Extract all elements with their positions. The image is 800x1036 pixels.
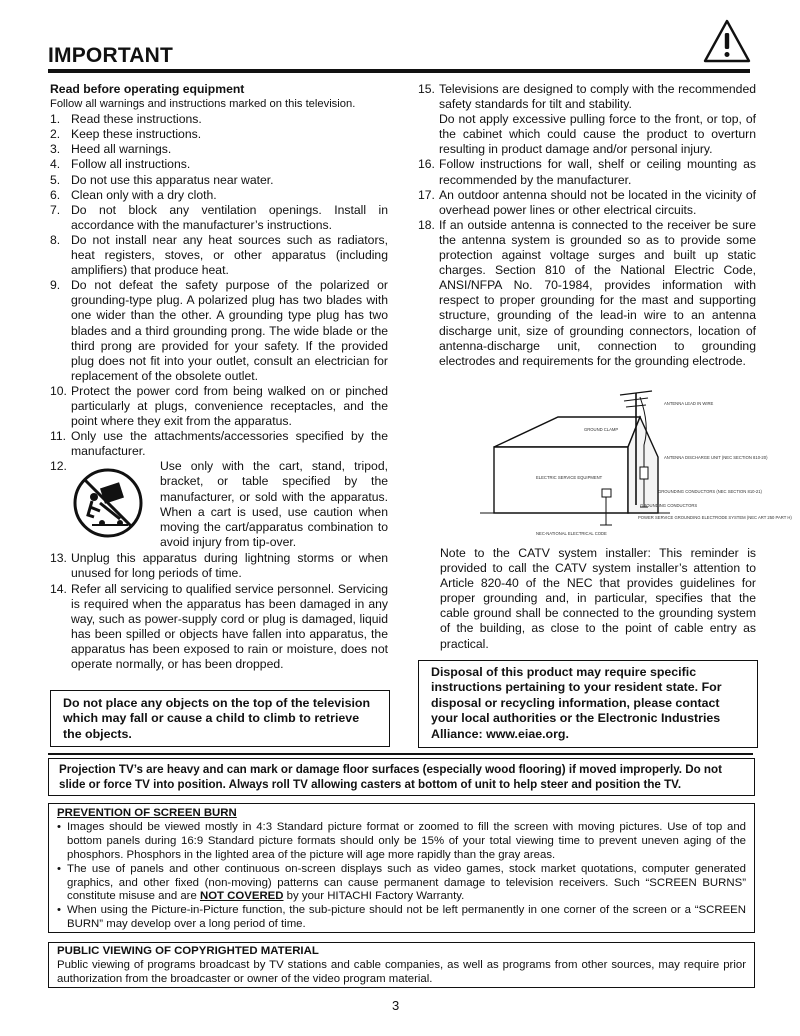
list-item-text: Follow instructions for wall, shelf or ceiling mounting as recommended by the manufacturer. xyxy=(439,157,756,187)
right-column xyxy=(418,82,756,369)
list-item-text: Do not use this apparatus near water. xyxy=(71,172,274,187)
list-item xyxy=(418,112,756,157)
list-item-number: 4. xyxy=(50,157,61,172)
list-item-text: Protect the power cord from being walked on or pinched particularly at plugs, convenience receptacles, and the point where they exit from the apparatus. xyxy=(71,383,388,429)
list-item xyxy=(50,384,388,429)
label-service-equipment: ELECTRIC SERVICE EQUIPMENT xyxy=(536,475,603,480)
list-item xyxy=(418,82,756,112)
list-item-text: Follow all instructions. xyxy=(71,157,191,172)
screen-burn-box xyxy=(48,803,755,933)
projection-tv-text: Projection TV’s are heavy and can mark or damage floor surfaces (especially wood flooring) if moved improperly. Do not slide or force TV into position. Always roll TV allowing casters at bottom of unit to help steer and position the TV. xyxy=(59,763,722,791)
list-item xyxy=(418,188,756,218)
list-item: • The use of panels and other continuous on-screen displays such as video games, stock market quotations, computer generated graphics, and other fixed (non-moving) patterns can cause permanent damage to television receivers. Such “SCREEN BURNS” constitute misuse and are NOT COVERED by your HITACHI Factory Warranty. xyxy=(57,862,746,903)
disposal-text: Disposal of this product may require specific instructions pertaining to your resident state. For disposal or recycling information, please contact your local authorities or the Electronic Industries Alliance: www.eiae.org. xyxy=(431,665,722,741)
bullet-icon: • xyxy=(57,904,61,917)
copyright-text: Public viewing of programs broadcast by TV stations and cable companies, as well as programs from other sources, may require prior authorization from the broadcaster or owner of the video program material. xyxy=(57,958,746,985)
left-column xyxy=(50,82,388,672)
label-ground-clamp: GROUND CLAMP xyxy=(584,427,619,432)
list-item-text: Keep these instructions. xyxy=(71,127,202,142)
section-divider xyxy=(48,753,753,755)
list-item xyxy=(50,157,388,172)
list-item xyxy=(50,188,388,203)
list-item xyxy=(50,429,388,459)
label-discharge-unit: ANTENNA DISCHARGE UNIT (NEC SECTION 810-20) xyxy=(664,455,768,460)
list-item-text: An outdoor antenna should not be located in the vicinity of overhead power lines or other electrical circuits. xyxy=(439,187,756,217)
list-item-number: 6. xyxy=(50,187,61,202)
list-item: • When using the Picture-in-Picture function, the sub-picture should not be left permanently in one corner of the screen or a “SCREEN BURN” may develop over a long period of time. xyxy=(57,904,746,931)
list-item-number: 2. xyxy=(50,127,61,142)
list-item-text: Heed all warnings. xyxy=(71,142,172,157)
list-item-number: 5. xyxy=(50,172,61,187)
warning-triangle-icon xyxy=(702,18,752,64)
list-item xyxy=(50,142,388,157)
label-grounding-conductors-1: GROUNDING CONDUCTORS (NEC SECTION 810-21) xyxy=(658,489,762,494)
list-item xyxy=(50,127,388,142)
title-rule xyxy=(48,69,750,73)
projection-tv-box xyxy=(48,758,755,796)
list-item-text: Do not defeat the safety purpose of the polarized or grounding-type plug. A polarized plug has two blades with one wider than the other. A grounding type plug has two blades and a third grounding prong. The wide blade or the third prong are provided for your safety. If the provided plug does not fit into your outlet, consult an electrician for replacement of the obsolete outlet. xyxy=(71,278,388,383)
instructions-list xyxy=(50,112,388,459)
list-item-number xyxy=(418,112,439,157)
list-item xyxy=(418,157,756,187)
list-item xyxy=(50,112,388,127)
copyright-box xyxy=(48,942,755,988)
bullet-icon: • xyxy=(57,820,61,833)
cart-tip-over-icon xyxy=(72,467,144,539)
list-item-number: 14. xyxy=(50,581,67,596)
label-electrode-system: POWER SERVICE GROUNDING ELECTRODE SYSTEM (NEC ART 250 PART H) xyxy=(638,515,792,520)
antenna-grounding-diagram xyxy=(480,385,792,545)
list-item xyxy=(50,233,388,278)
list-item xyxy=(50,278,388,384)
objects-warning-box xyxy=(50,690,390,747)
list-item-text: Clean only with a dry cloth. xyxy=(71,187,217,202)
instructions-list-right xyxy=(418,82,756,369)
page-title: IMPORTANT xyxy=(48,44,174,67)
copyright-heading: PUBLIC VIEWING OF COPYRIGHTED MATERIAL xyxy=(57,945,319,957)
list-item-text: Refer all servicing to qualified service personnel. Servicing is required when the apparatus has been damaged in any way, such as power-supply cord or plug is damaged, liquid has been spilled or objects have fallen into apparatus, the apparatus has been exposed to rain or moisture, does not operate normally, or has been dropped. xyxy=(71,581,388,671)
not-covered-emphasis: NOT COVERED xyxy=(199,890,284,903)
list-item-number: 7. xyxy=(50,202,61,217)
label-grounding-conductors-2: GROUNDING CONDUCTORS xyxy=(640,503,698,508)
list-item-text: Do not block any ventilation openings. Install in accordance with the manufacturer’s instructions. xyxy=(71,202,388,232)
list-item-text: If an outside antenna is connected to the receiver be sure the antenna system is grounded so as to provide some protection against voltage surges and built up static charges. Section 810 of the National Electric Code, ANSI/NFPA No. 70-1984, provides information with respect to proper grounding for the mast and supporting structure, grounding of the lead-in wire to an antenna discharge unit, size of grounding connectors, location of antenna-discharge unit, connection to grounding electrodes and requirements for the grounding electrode. xyxy=(439,217,756,368)
list-item-number: 3. xyxy=(50,142,61,157)
page-number: 3 xyxy=(392,998,400,1013)
list-item-number: 11. xyxy=(50,429,67,444)
list-item-number: 1. xyxy=(50,112,61,127)
list-item-text: Use only with the cart, stand, tripod, bracket, or table specified by the manufacturer, or sold with the apparatus. When a cart is used, use caution when moving the cart/apparatus combination to avoid injury from tip-over. xyxy=(160,459,388,549)
list-item xyxy=(50,551,388,581)
list-item-text: Read these instructions. xyxy=(71,112,202,127)
list-item-number: 13. xyxy=(50,551,67,566)
list-item-number: 17. xyxy=(418,187,435,202)
disposal-box xyxy=(418,660,758,748)
list-item: • Images should be viewed mostly in 4:3 Standard picture format or zoomed to fill the screen with moving pictures. Use of top and bottom panels during 16:9 Standard picture formats should only be 15% of your total viewing time to prevent uneven aging of the phosphors. Phosphors in the lighted area of the picture will age more rapidly than the gray areas. xyxy=(57,820,746,861)
list-item-12 xyxy=(50,459,388,551)
catv-note: Note to the CATV system installer: This reminder is provided to call the CATV system installer’s attention to Article 820-40 of the NEC that provides guidelines for proper grounding and, in particular, specifies that the cable ground shall be connected to the grounding system of the building, as close to the point of cable entry as practical. xyxy=(440,546,756,651)
list-item-number: 18. xyxy=(418,217,435,232)
bullet-icon: • xyxy=(57,862,61,875)
list-item-text: Televisions are designed to comply with the recommended safety standards for tilt and stability. xyxy=(439,82,756,112)
label-antenna-lead: ANTENNA LEAD IN WIRE xyxy=(664,401,714,406)
list-item-number: 8. xyxy=(50,232,61,247)
instructions-heading: Read before operating equipment xyxy=(50,82,245,96)
list-item xyxy=(418,218,756,369)
list-item xyxy=(50,173,388,188)
instructions-list-continued xyxy=(50,551,388,672)
objects-warning-text: Do not place any objects on the top of the television which may fall or cause a child to climb to retrieve the objects. xyxy=(63,696,371,741)
label-nec: NEC-NATIONAL ELECTRICAL CODE xyxy=(536,531,607,536)
instructions-subheading: Follow all warnings and instructions marked on this television. xyxy=(50,98,356,111)
screen-burn-heading: PREVENTION OF SCREEN BURN xyxy=(57,807,237,819)
list-item xyxy=(50,203,388,233)
list-item-number: 15. xyxy=(418,82,435,96)
list-item xyxy=(50,582,388,673)
list-item-text: Unplug this apparatus during lightning storms or when unused for long periods of time. xyxy=(71,551,388,581)
list-item-number: 10. xyxy=(50,383,67,398)
list-item-text: Only use the attachments/accessories specified by the manufacturer. xyxy=(71,429,388,459)
list-item-text: Do not apply excessive pulling force to the front, or top, of the cabinet which could cause the product to overturn resulting in product damage and/or personal injury. xyxy=(439,112,756,157)
list-item-number: 12. xyxy=(50,459,67,474)
list-item-number: 16. xyxy=(418,157,435,172)
list-item-text: Do not install near any heat sources such as radiators, heat registers, stoves, or other apparatus (including amplifiers) that produce heat. xyxy=(71,232,388,278)
list-item-number: 9. xyxy=(50,278,61,293)
